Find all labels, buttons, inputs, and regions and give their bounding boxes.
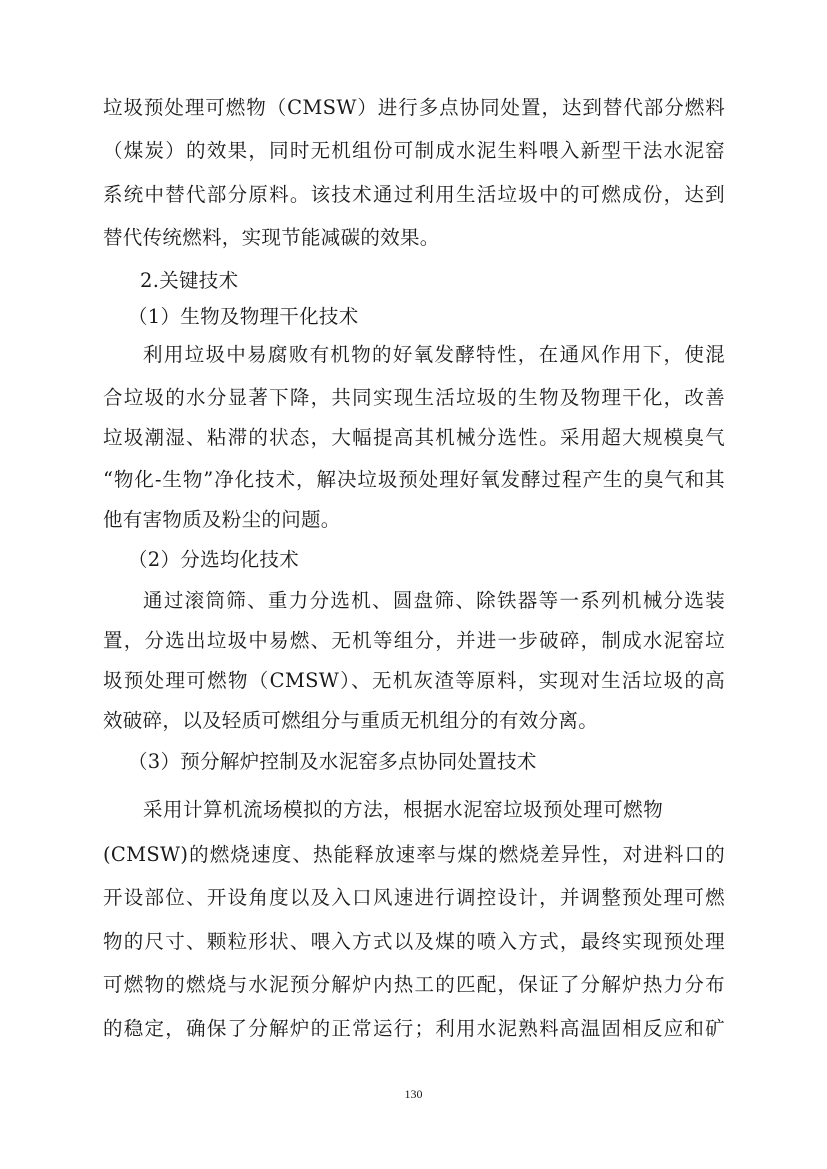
subsection-heading: （1）生物及物理干化技术: [128, 305, 359, 328]
text-line: 通过滚筒筛、重力分选机、圆盘筛、除铁器等一系列机械分选装: [143, 589, 725, 612]
text-line: （煤炭）的效果，同时无机组份可制成水泥生料喂入新型干法水泥窑: [103, 139, 725, 162]
text-line: 圾预处理可燃物（CMSW）、无机灰渣等原料，实现对生活垃圾的高: [103, 669, 725, 692]
section-heading: 2.关键技术: [140, 269, 239, 292]
text-line: 效破碎，以及轻质可燃组分与重质无机组分的有效分离。: [103, 709, 599, 732]
text-line: 利用垃圾中易腐败有机物的好氧发酵特性，在通风作用下，使混: [143, 343, 725, 366]
text-line: 替代传统燃料，实现节能减碳的效果。: [103, 226, 440, 249]
text-line: 合垃圾的水分显著下降，共同实现生活垃圾的生物及物理干化，改善: [103, 386, 725, 409]
text-line: 的稳定，确保了分解炉的正常运行；利用水泥熟料高温固相反应和矿: [103, 1017, 725, 1040]
text-line: “物化-生物”净化技术，解决垃圾预处理好氧发酵过程产生的臭气和其: [103, 468, 725, 491]
text-line: 采用计算机流场模拟的方法，根据水泥窑垃圾预处理可燃物: [143, 798, 663, 821]
text-line: (CMSW)的燃烧速度、热能释放速率与煤的燃烧差异性，对进料口的: [103, 843, 725, 866]
text-line: 开设部位、开设角度以及入口风速进行调控设计，并调整预处理可燃: [103, 886, 725, 909]
text-line: 他有害物质及粉尘的问题。: [103, 508, 341, 531]
page-number: 130: [404, 1087, 423, 1101]
text-line: 置，分选出垃圾中易燃、无机等组分，并进一步破碎，制成水泥窑垃: [103, 629, 725, 652]
text-line: 可燃物的燃烧与水泥预分解炉内热工的匹配，保证了分解炉热力分布: [103, 973, 725, 996]
text-line: 物的尺寸、颗粒形状、喂入方式以及煤的喷入方式，最终实现预处理: [103, 930, 725, 953]
text-line: 垃圾预处理可燃物（CMSW）进行多点协同处置，达到替代部分燃料: [103, 96, 725, 119]
text-line: 系统中替代部分原料。该技术通过利用生活垃圾中的可燃成份，达到: [103, 183, 725, 206]
subsection-heading: （3）预分解炉控制及水泥窑多点协同处置技术: [128, 750, 537, 773]
subsection-heading: （2）分选均化技术: [128, 548, 300, 571]
text-line: 垃圾潮湿、粘滞的状态，大幅提高其机械分选性。采用超大规模臭气: [103, 426, 725, 449]
